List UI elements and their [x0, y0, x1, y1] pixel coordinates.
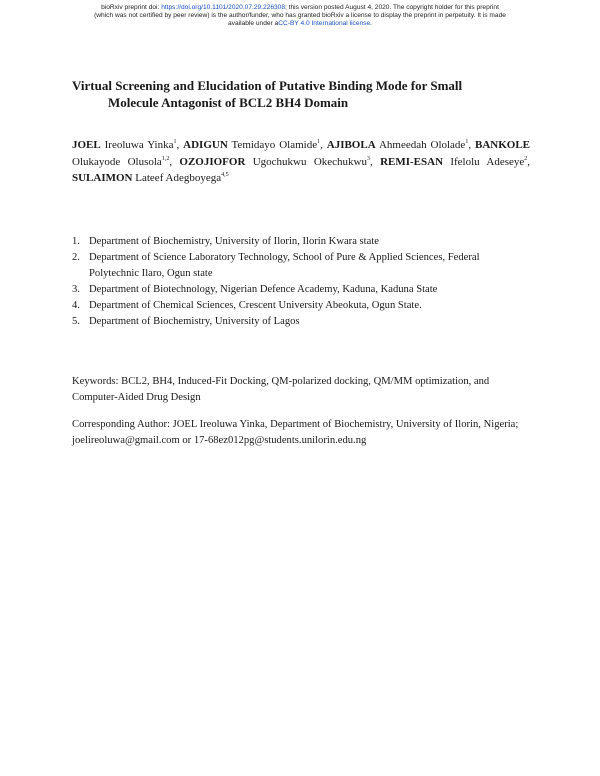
doi-link[interactable]: https://doi.org/10.1101/2020.07.29.226308	[161, 4, 285, 11]
author-surname: JOEL	[72, 139, 101, 151]
affiliation-item	[72, 314, 532, 330]
author-given-name: Ugochukwu Okechukwu	[245, 155, 367, 168]
affiliation-item	[72, 250, 532, 282]
author-affiliation-mark: 1,2	[161, 155, 170, 162]
author-affiliation-mark: 4,5	[221, 172, 229, 179]
author-given-name: Ifelolu Adeseye	[443, 155, 525, 168]
affiliation-text: Department of Biochemistry, University of Ilorin, Ilorin Kwara state	[89, 236, 379, 247]
title-line-1: Virtual Screening and Elucidation of Putative Binding Mode for Small	[72, 78, 463, 93]
license-link[interactable]: CC-BY 4.0 International license	[278, 20, 371, 28]
author-given-name: Lateef Adegboyega	[132, 172, 222, 185]
author-affiliation-mark: 1	[173, 139, 177, 145]
header-line-2: (which was not certified by peer review) is the author/funder, who has granted bioRxiv a license to display the preprint in perpetuity. It is made	[94, 12, 506, 20]
affiliation-item	[72, 282, 532, 298]
author-affiliation-mark: 3	[366, 155, 370, 162]
affiliation-number: 2.	[72, 252, 80, 263]
affiliation-text: Department of Science Laboratory Technology, School of Pure & Applied Sciences, Federal Polytechnic Ilaro, Ogun state	[89, 252, 480, 279]
author-affiliation-mark: 1	[317, 139, 321, 145]
author-surname: REMI-ESAN	[380, 155, 444, 168]
author-given-name: Temidayo Olamide	[227, 139, 318, 151]
affiliation-number: 3.	[72, 284, 80, 295]
author-surname: SULAIMON	[72, 172, 133, 185]
affiliation-text: Department of Chemical Sciences, Crescent University Abeokuta, Ogun State.	[89, 300, 422, 311]
author-affiliation-mark: 2	[524, 155, 528, 162]
affiliation-number: 1.	[72, 236, 80, 247]
affiliation-number: 4.	[72, 300, 80, 311]
paper-title	[72, 78, 542, 111]
author-surname: OZOJIOFOR	[179, 155, 246, 168]
affiliation-item	[72, 234, 532, 250]
affiliation-list	[72, 234, 532, 330]
affiliation-text: Department of Biotechnology, Nigerian Defence Academy, Kaduna, Kaduna State	[89, 284, 438, 295]
author-surname: ADIGUN	[183, 139, 228, 151]
author-given-name: Ahmeedah Ololade	[375, 139, 466, 151]
author-surname: AJIBOLA	[326, 139, 376, 151]
author-given-name: Ireoluwa Yinka	[100, 139, 174, 151]
author-given-name: Olukayode Olusola	[72, 155, 162, 168]
author-list: JOEL Ireoluwa Yinka$^1$, ADIGUN Temidayo Olamide$^1$, AJIBOLA Ahmeedah Ololade$^1$, BANKOLE Olukayode Olusola$^{1,2}$, OZOJIOFOR Ugochukwu Okechukwu$^3$, REMI-ESAN Ifelolu Adeseye$^2$, SULAIMON Lateef Adegboyega$^{4,5}$	[72, 139, 530, 185]
header-line-1: bioRxiv preprint doi: https://doi.org/10.1101/2020.07.29.226308; this version posted August 4, 2020. The copyright holder for this preprint	[101, 4, 499, 11]
header-line-3: available under aCC-BY 4.0 International license.	[228, 20, 372, 28]
title-line-2: Molecule Antagonist of BCL2 BH4 Domain	[108, 94, 349, 110]
affiliation-number: 5.	[72, 316, 80, 327]
author-affiliation-mark: 1	[465, 139, 469, 145]
affiliation-item	[72, 298, 532, 314]
keywords: Keywords: BCL2, BH4, Induced-Fit Docking, QM-polarized docking, QM/MM optimization, and Computer-Aided Drug Design	[72, 376, 490, 404]
affiliation-text: Department of Biochemistry, University of Lagos	[89, 316, 300, 327]
author-surname: BANKOLE	[474, 139, 530, 151]
corresponding-author: Corresponding Author: JOEL Ireoluwa Yinka, Department of Biochemistry, University of Ilorin, Nigeria; joelireoluwa@gmail.com or 17-68ez012pg@students.unilorin.edu.ng	[72, 419, 519, 447]
preprint-header	[0, 4, 600, 29]
